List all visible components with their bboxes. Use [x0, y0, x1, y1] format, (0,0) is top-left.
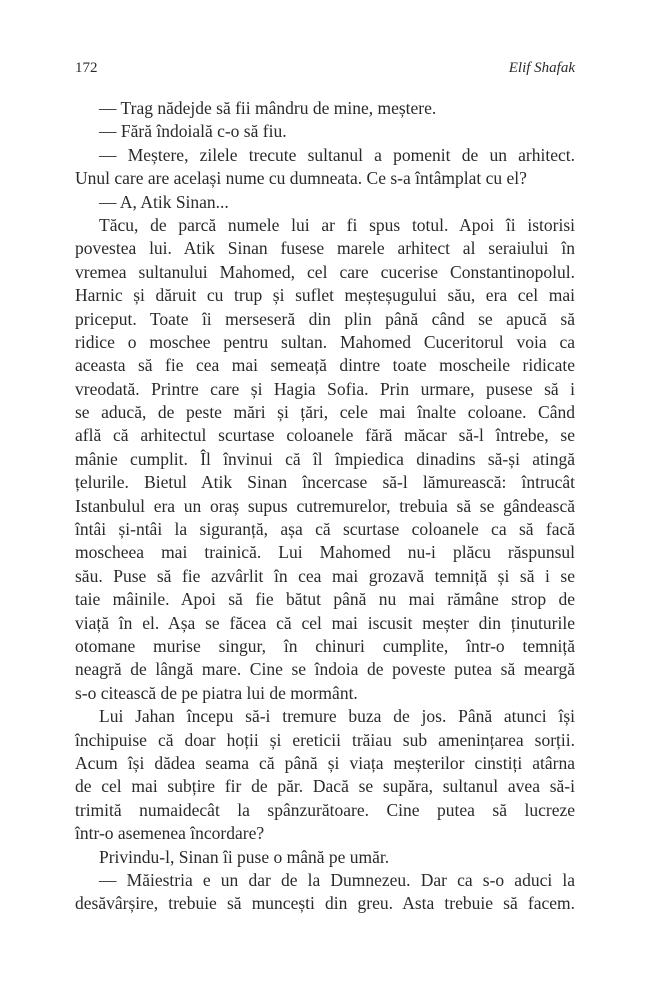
text-line: de cel mai subțire fir de păr. Dacă se supăra, sultanul avea să-i — [75, 776, 575, 797]
text-line: vremea sultanului Mahomed, cel care cucerise Constantinopolul. — [75, 261, 575, 282]
text-line: s-o citească de pe piatra lui de mormânt. — [75, 682, 358, 703]
text-line: — Măiestria e un dar de la Dumnezeu. Dar ca s-o aduci la — [99, 869, 575, 890]
text-line: închipuise că doar hoții și ereticii trăiau sub amenințarea sorții. — [75, 729, 575, 750]
text-line: său. Puse să fie azvârlit în cea mai grozavă temniță și să i se — [75, 565, 575, 586]
text-line: vreodată. Printre care și Hagia Sofia. Prin urmare, pusese să i — [75, 378, 575, 399]
text-line: mânie cumplit. Îl învinui că îl împiedica dinadins să-și atingă — [75, 448, 575, 469]
text-line: Lui Jahan începu să-i tremure buza de jos. Până atunci își — [99, 706, 575, 727]
body-text — [75, 97, 575, 916]
text-line: Acum își dădea seama că până și viața meșterilor cinstiți atârna — [75, 752, 575, 773]
text-line: neagră de lângă mare. Cine se îndoia de poveste putea să meargă — [75, 659, 575, 680]
text-line: trimită numaidecât la spânzurătoare. Cine putea să lucreze — [75, 799, 575, 820]
page-header — [75, 60, 575, 84]
text-line: priceput. Toate îi merseseră din plin până când se apucă să — [75, 308, 575, 329]
text-line: Tăcu, de parcă numele lui ar fi spus totul. Apoi îi istorisi — [99, 214, 575, 235]
text-line: — Meștere, zilele trecute sultanul a pomenit de un arhitect. — [99, 144, 575, 165]
text-line: — A, Atik Sinan... — [99, 191, 229, 212]
text-line: otomane murise singur, în chinuri cumplite, într-o temniță — [75, 635, 575, 656]
text-line: desăvârșire, trebuie să muncești din greu. Asta trebuie să facem. — [75, 893, 575, 914]
text-line: taie mâinile. Apoi să fie bătut până nu mai rămâne strop de — [75, 589, 575, 610]
text-line: Unul care are același nume cu dumneata. Ce s-a întâmplat cu el? — [75, 168, 527, 189]
text-line: se aducă, de peste mări și țări, cele mai înalte coloane. Când — [75, 402, 575, 423]
text-line: — Trag nădejde să fii mândru de mine, meștere. — [99, 98, 437, 118]
text-line: află că arhitectul scurtase coloanele fără măcar să-l întrebe, se — [75, 425, 575, 446]
text-line: întâi și-ntâi la siguranță, așa că scurtase coloanele ca să facă — [75, 519, 575, 540]
text-line: într-o asemenea încordare? — [75, 823, 265, 844]
text-line: aceasta să fie cea mai semeață dintre toate moscheile ridicate — [75, 355, 575, 376]
text-line: Harnic și dăruit cu trup și suflet meșteșugului său, era cel mai — [75, 285, 575, 306]
text-line: țelurile. Bietul Atik Sinan încercase să-l lămurească: întrucât — [75, 472, 575, 493]
text-line: ridice o moschee pentru sultan. Mahomed Cuceritorul voia ca — [75, 331, 575, 352]
text-line: — Fără îndoială c-o să fiu. — [99, 121, 287, 142]
running-title: Elif Shafak — [508, 60, 575, 76]
text-line: Istanbulul era un oraș supus cutremurelor, trebuia să se gândească — [75, 495, 575, 516]
text-line: Privindu-l, Sinan îi puse o mână pe umăr. — [99, 846, 390, 867]
text-line: viață în el. Așa se făcea că cel mai iscusit meșter din ținuturile — [75, 612, 575, 633]
text-line: moscheea mai trainică. Lui Mahomed nu-i plăcu răspunsul — [75, 542, 575, 563]
page-number: 172 — [75, 60, 98, 76]
text-line: povestea lui. Atik Sinan fusese marele arhitect al seraiului în — [75, 238, 575, 259]
